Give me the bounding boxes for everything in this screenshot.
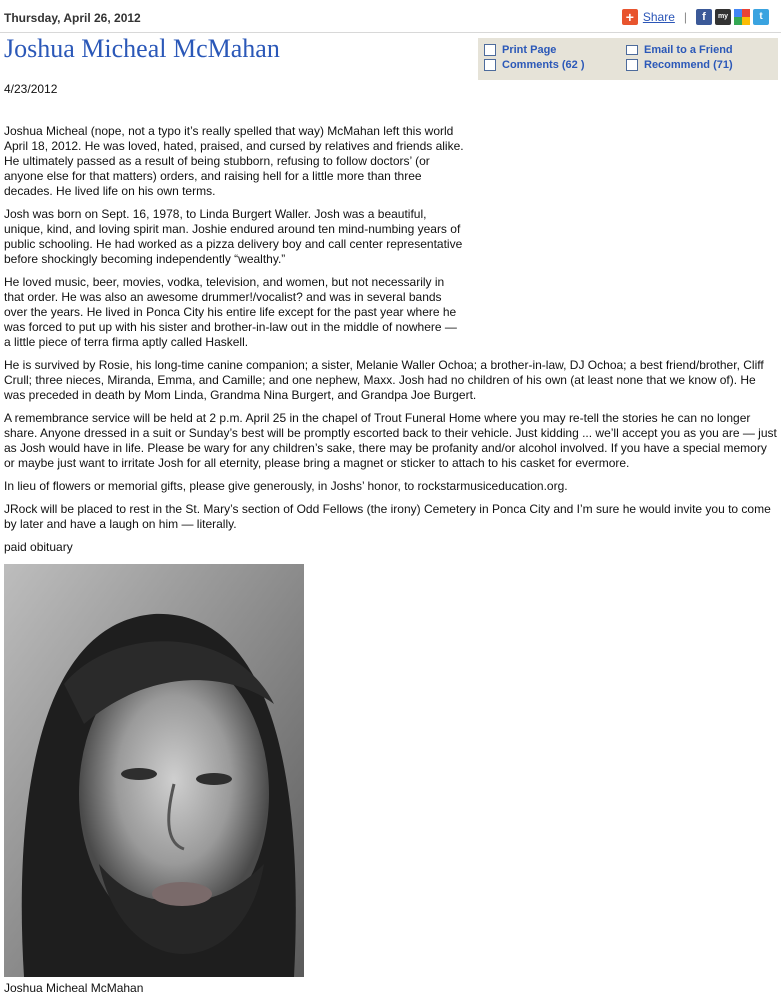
article-body [4, 124, 779, 563]
print-icon [484, 44, 496, 56]
paragraph-7: JRock will be placed to rest in the St. Mary’s section of Odd Fellows (the irony) Cemetery in Ponca City and I’m sure he would invite you to come by later and have a laugh on him — literally. [4, 502, 771, 531]
paid-obituary-note: paid obituary [4, 540, 73, 554]
facebook-icon[interactable]: f [696, 9, 712, 25]
obituary-photo [4, 564, 304, 977]
share-link[interactable]: Share [642, 10, 675, 24]
print-page-label: Print Page [502, 44, 557, 56]
comments-link[interactable] [484, 59, 585, 71]
article-title: Joshua Micheal McMahan [4, 34, 280, 63]
paragraph-4: He is survived by Rosie, his long-time canine companion; a sister, Melanie Waller Ochoa; a brother-in-law, DJ Ochoa; a best friend/brother, Cliff Crull; three nieces, Miranda, Emma, and Camille; and one nephew, Maxx. Josh had no children of his own (at least none that we know of). He was preceded in death by Mom Linda, Grandma Nina Burgert, and Grandpa Joe Burgert. [4, 358, 764, 402]
separator: | [683, 10, 687, 24]
comment-icon [484, 59, 496, 71]
google-icon[interactable] [734, 9, 750, 25]
checkbox-icon [626, 59, 638, 71]
comments-label: Comments (62 ) [502, 59, 585, 71]
paragraph-5: A remembrance service will be held at 2 p.m. April 25 in the chapel of Trout Funeral Home where you may re-tell the stories he can no longer share. Anyone dressed in a suit or Sunday’s best will be promptly escorted back to their vehicle. Just kidding ... we’ll accept you as you are — just as Josh would have in life. Please be wary for any children’s sake, there may be profanity and/or alcohol involved. If you have a special memory or maybe just want to irritate Josh for all eternity, please bring a magnet or sticker to attach to his casket for evermore. [4, 411, 777, 470]
paragraph-1: Joshua Micheal (nope, not a typo it’s really spelled that way) McMahan left this world April 18, 2012. He was loved, hated, praised, and cursed by relatives and friends alike. He ultimately passed as a result of being stubborn, refusing to follow doctors’ (or anyone else for that matters) orders, and raising hell for a little more than three decades. He lived life on his own terms. [4, 124, 464, 198]
paragraph-2: Josh was born on Sept. 16, 1978, to Linda Burgert Waller. Josh was a beautiful, unique, kind, and loving spirit man. Joshie endured around ten mind-numbing years of public schooling. He had worked as a pizza delivery boy and call center representative before shockingly becoming independently “wealthy.” [4, 207, 463, 266]
paragraph-6: In lieu of flowers or memorial gifts, please give generously, in Joshs’ honor, to rockstarmusiceducation.org. [4, 479, 568, 493]
envelope-icon [626, 45, 638, 55]
date-bar [0, 6, 781, 33]
article-tools [478, 38, 778, 80]
recommend-label: Recommend (71) [644, 59, 733, 71]
portrait-illustration [4, 564, 304, 977]
twitter-icon[interactable]: t [753, 9, 769, 25]
recommend-link[interactable] [626, 59, 733, 71]
print-page-link[interactable] [484, 44, 556, 56]
email-friend-link[interactable] [626, 44, 733, 56]
share-bar [622, 9, 769, 25]
paragraph-3: He loved music, beer, movies, vodka, television, and women, but not necessarily in that order. He was also an awesome drummer!/vocalist? and was in several bands over the years. He lived in Ponca City his entire life except for the past year where he was forced to put up with his sister and brother-in-law out in the middle of nowhere — a little piece of terra firma aptly called Haskell. [4, 275, 457, 349]
myspace-icon[interactable]: my [715, 9, 731, 25]
email-friend-label: Email to a Friend [644, 44, 733, 56]
share-plus-icon[interactable]: + [622, 9, 638, 25]
publish-date: 4/23/2012 [4, 82, 58, 96]
header-date: Thursday, April 26, 2012 [4, 11, 141, 25]
photo-caption: Joshua Micheal McMahan [4, 981, 144, 995]
